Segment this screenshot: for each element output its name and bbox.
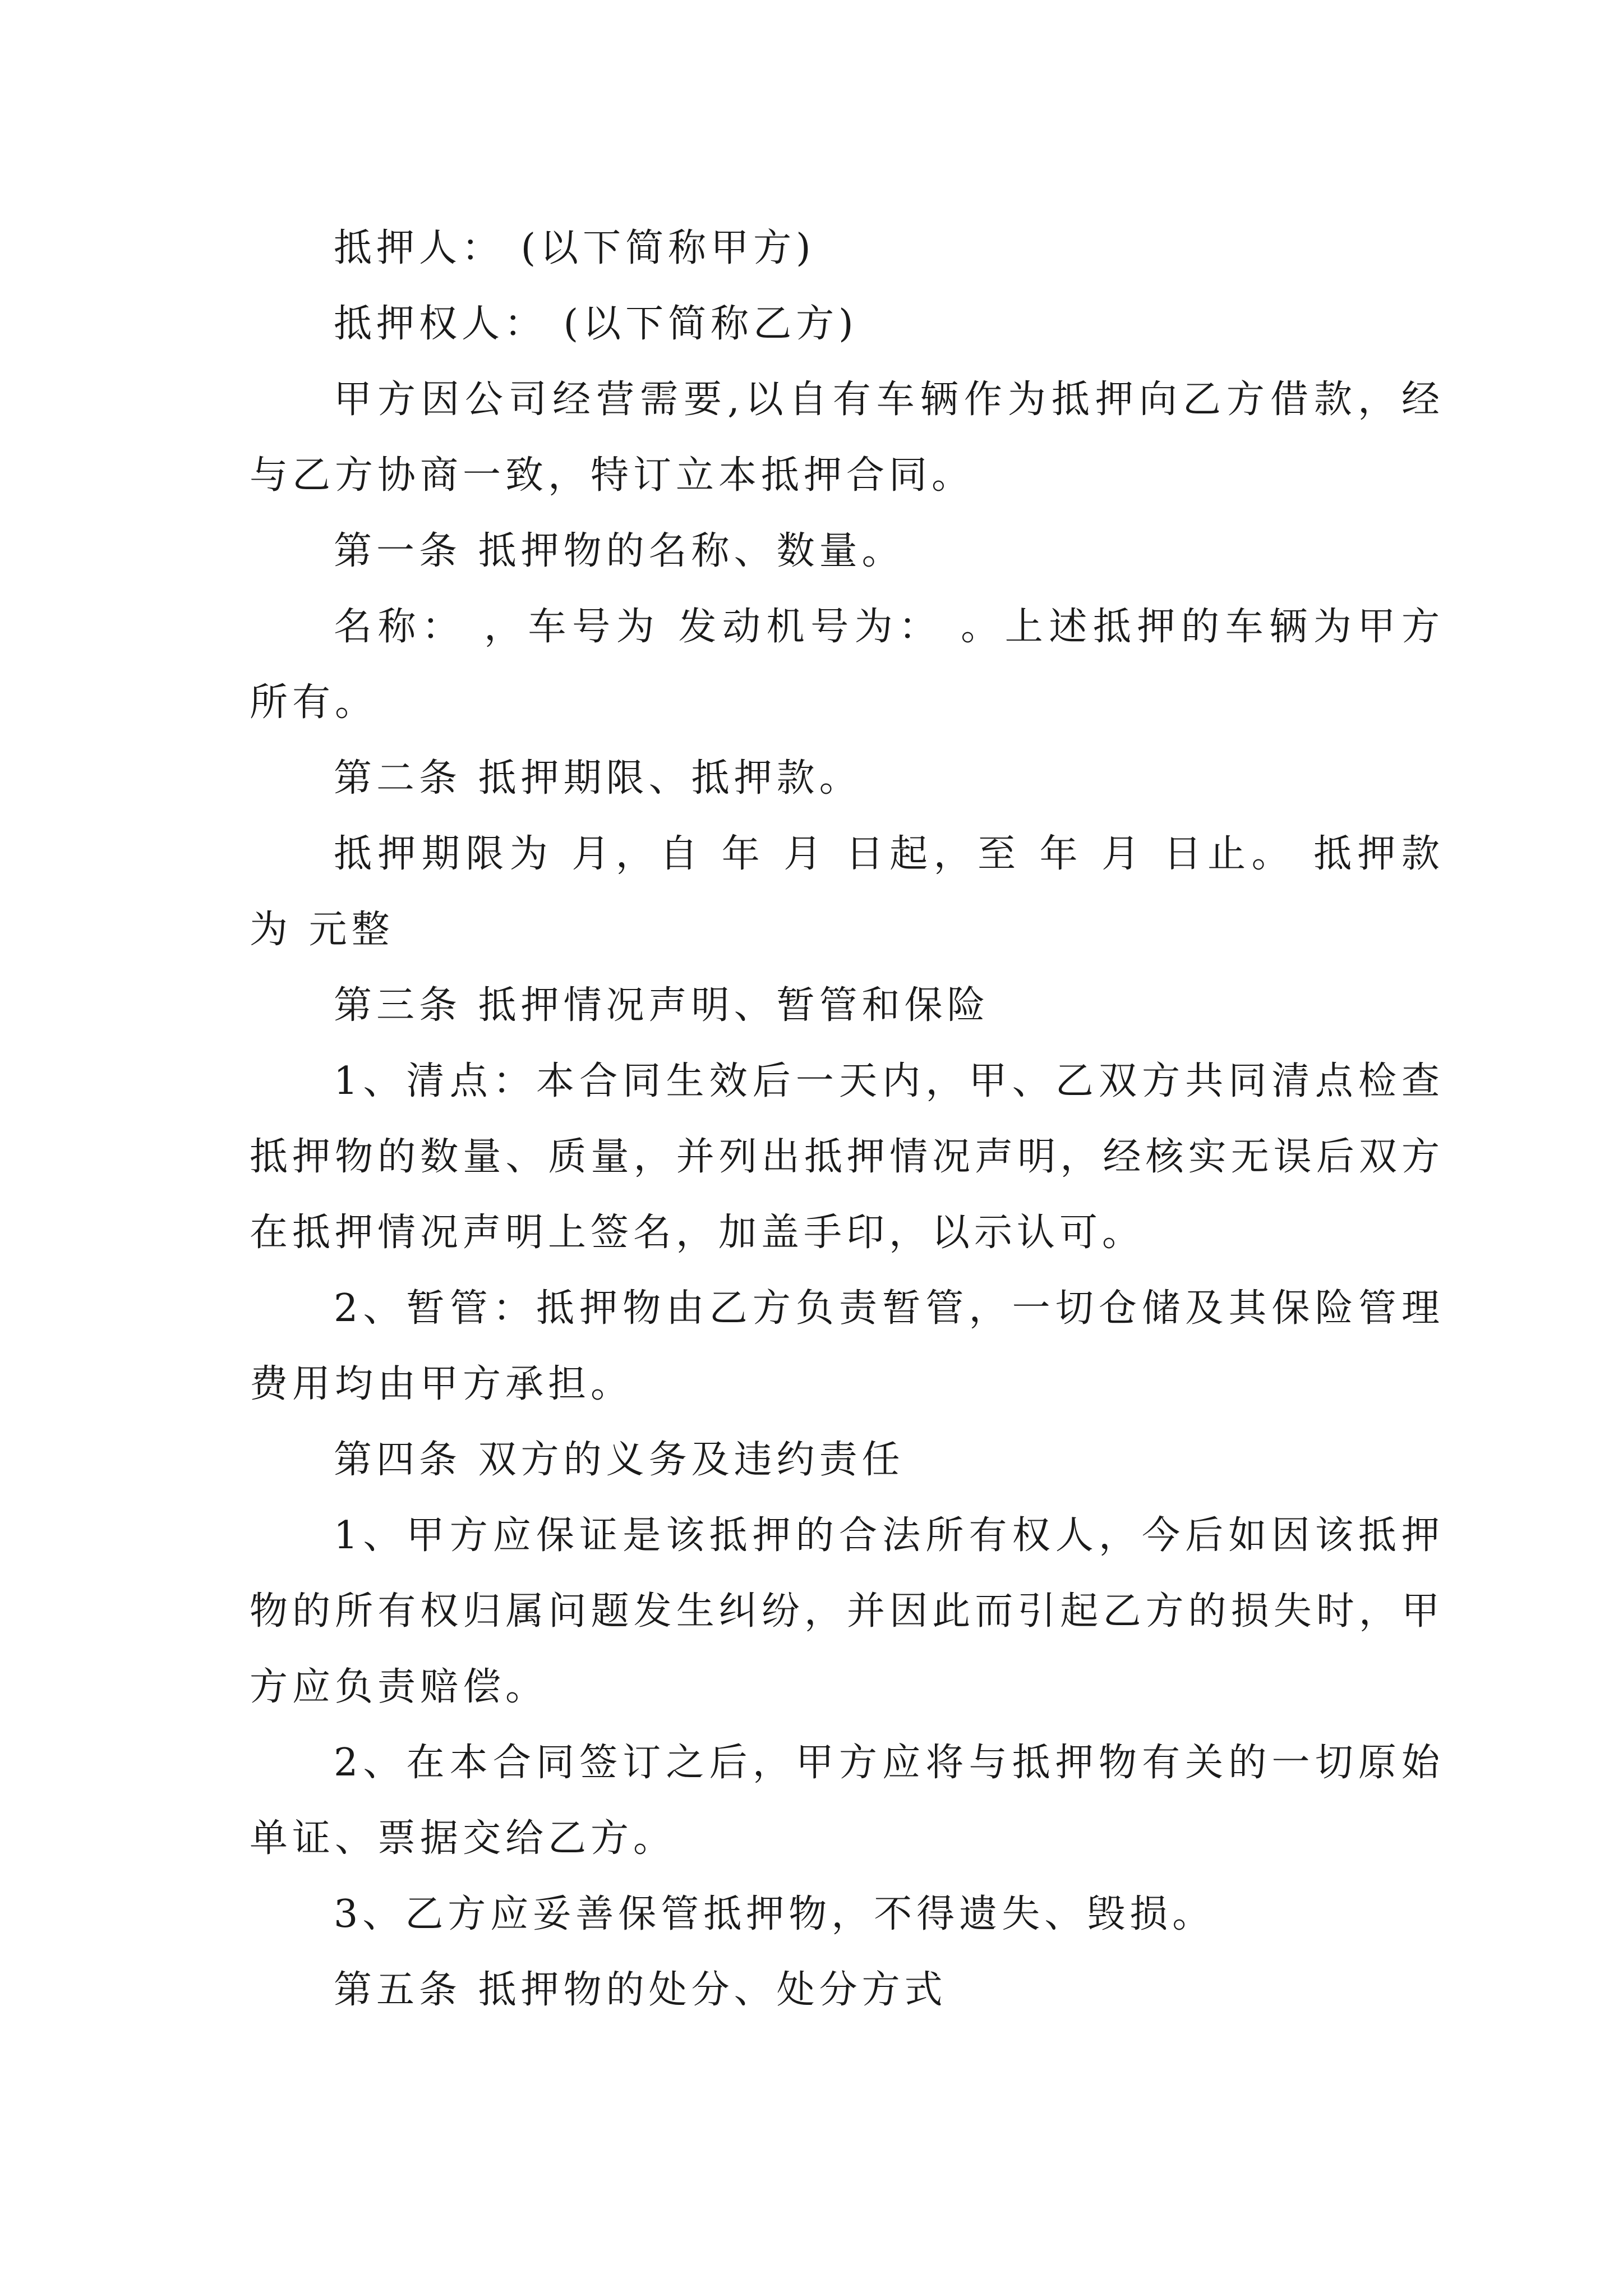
paragraph-article-4-item-3: 3、乙方应妥善保管抵押物，不得遗失、毁损。	[334, 1892, 1215, 1936]
heading-article-2: 第二条 抵押期限、抵押款。	[334, 756, 862, 800]
paragraph-article-3-item-1: 1、清点：本合同生效后一天内，甲、乙双方共同清点检查抵押物的数量、质量，并列出抵押情况声明，经核实无误后双方在抵押情况声明上签名，加盖手印，以示认可。	[250, 1059, 1444, 1255]
paragraph-preamble: 甲方因公司经营需要,以自有车辆作为抵押向乙方借款，经与乙方协商一致，特订立本抵押合同。	[250, 378, 1444, 498]
paragraph-article-4-item-1: 1、甲方应保证是该抵押的合法所有权人，今后如因该抵押物的所有权归属问题发生纠纷，并因此而引起乙方的损失时，甲方应负责赔偿。	[250, 1513, 1444, 1709]
paragraph-article-1-body: 名称： ，车号为 发动机号为： 。上述抵押的车辆为甲方所有。	[250, 605, 1444, 725]
heading-article-1: 第一条 抵押物的名称、数量。	[334, 529, 905, 573]
paragraph-mortgagee: 抵押权人： (以下简称乙方)	[334, 302, 858, 346]
paragraph-mortgagor: 抵押人： (以下简称甲方)	[334, 226, 815, 270]
document-body	[250, 210, 1444, 2028]
paragraph-article-4-item-2: 2、在本合同签订之后，甲方应将与抵押物有关的一切原始单证、票据交给乙方。	[250, 1741, 1444, 1861]
heading-article-4: 第四条 双方的义务及违约责任	[334, 1438, 905, 1482]
heading-article-3: 第三条 抵押情况声明、暂管和保险	[334, 983, 990, 1028]
heading-article-5: 第五条 抵押物的处分、处分方式	[334, 1968, 947, 2012]
paragraph-article-2-body: 抵押期限为 月，自 年 月 日起，至 年 月 日止。 抵押款为 元整	[250, 832, 1444, 952]
paragraph-article-3-item-2: 2、暂管：抵押物由乙方负责暂管，一切仓储及其保险管理费用均由甲方承担。	[250, 1286, 1444, 1406]
